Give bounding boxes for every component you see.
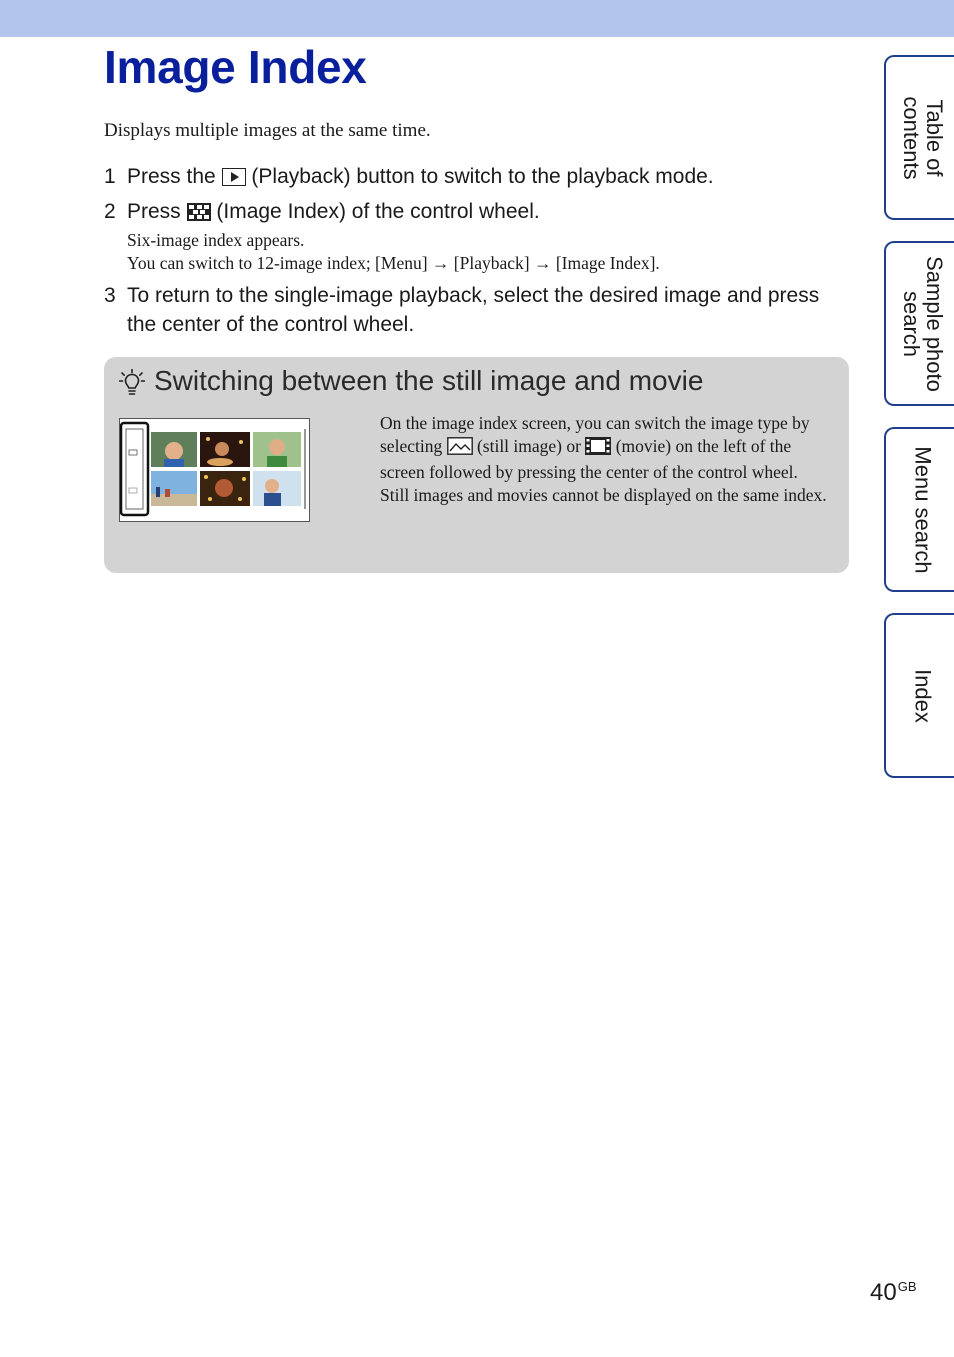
hint-body xyxy=(380,412,828,507)
hint-paragraph xyxy=(380,412,828,484)
step-3 xyxy=(104,281,824,339)
index-screen-illustration xyxy=(119,418,310,522)
image-index-icon xyxy=(187,203,211,227)
step-text: To return to the single-image playback, select the desired image and press the center of the control wheel. xyxy=(127,284,820,336)
hint-text-part: (movie) on the left of the screen followed by pressing the center of the control wheel. xyxy=(380,436,798,482)
tab-label: Menu search xyxy=(910,445,936,574)
intro-text: Displays multiple images at the same time. xyxy=(104,120,431,141)
page-suffix: GB xyxy=(897,1279,917,1294)
movie-icon xyxy=(585,437,611,461)
tab-label: Index xyxy=(910,668,936,723)
tab-sample-photo-search[interactable] xyxy=(884,241,954,406)
step-text: (Image Index) of the control wheel. xyxy=(216,200,540,223)
page-number: $40^{GB}$ xyxy=(870,1279,917,1306)
header-bar xyxy=(0,0,954,37)
hint-title: Switching between the still image and movie xyxy=(154,365,704,396)
step-1 xyxy=(104,165,714,192)
tab-label: Sample photo search xyxy=(899,255,947,392)
page-title: Image Index xyxy=(104,41,367,93)
tab-menu-search[interactable] xyxy=(884,427,954,592)
hint-paragraph: Still images and movies cannot be displayed on the same index. xyxy=(380,485,827,505)
step-2-note: Six-image index appears. xyxy=(127,230,305,250)
step-number: 1 xyxy=(104,165,116,188)
step-number: 3 xyxy=(104,284,116,307)
step-text: Press the xyxy=(127,165,216,188)
step-text: (Playback) button to switch to the playback mode. xyxy=(251,165,714,188)
step-number: 2 xyxy=(104,200,116,223)
tab-table-of-contents[interactable] xyxy=(884,55,954,220)
hint-box xyxy=(104,357,849,573)
side-navigation xyxy=(884,0,954,800)
tab-index[interactable] xyxy=(884,613,954,778)
lightbulb-icon xyxy=(119,369,145,402)
tab-label: Table of contents xyxy=(899,95,947,180)
still-image-icon xyxy=(447,437,473,461)
hint-text-part: On the image index screen, you can switch the image type by selecting xyxy=(380,413,810,456)
step-2 xyxy=(104,200,540,227)
step-2-note: You can switch to 12-image index; [Menu] → [Playback] → [Image Index]. xyxy=(127,253,660,273)
hint-text-part: (still image) or xyxy=(476,436,581,456)
step-text: Press xyxy=(127,200,181,223)
playback-icon xyxy=(222,168,246,192)
